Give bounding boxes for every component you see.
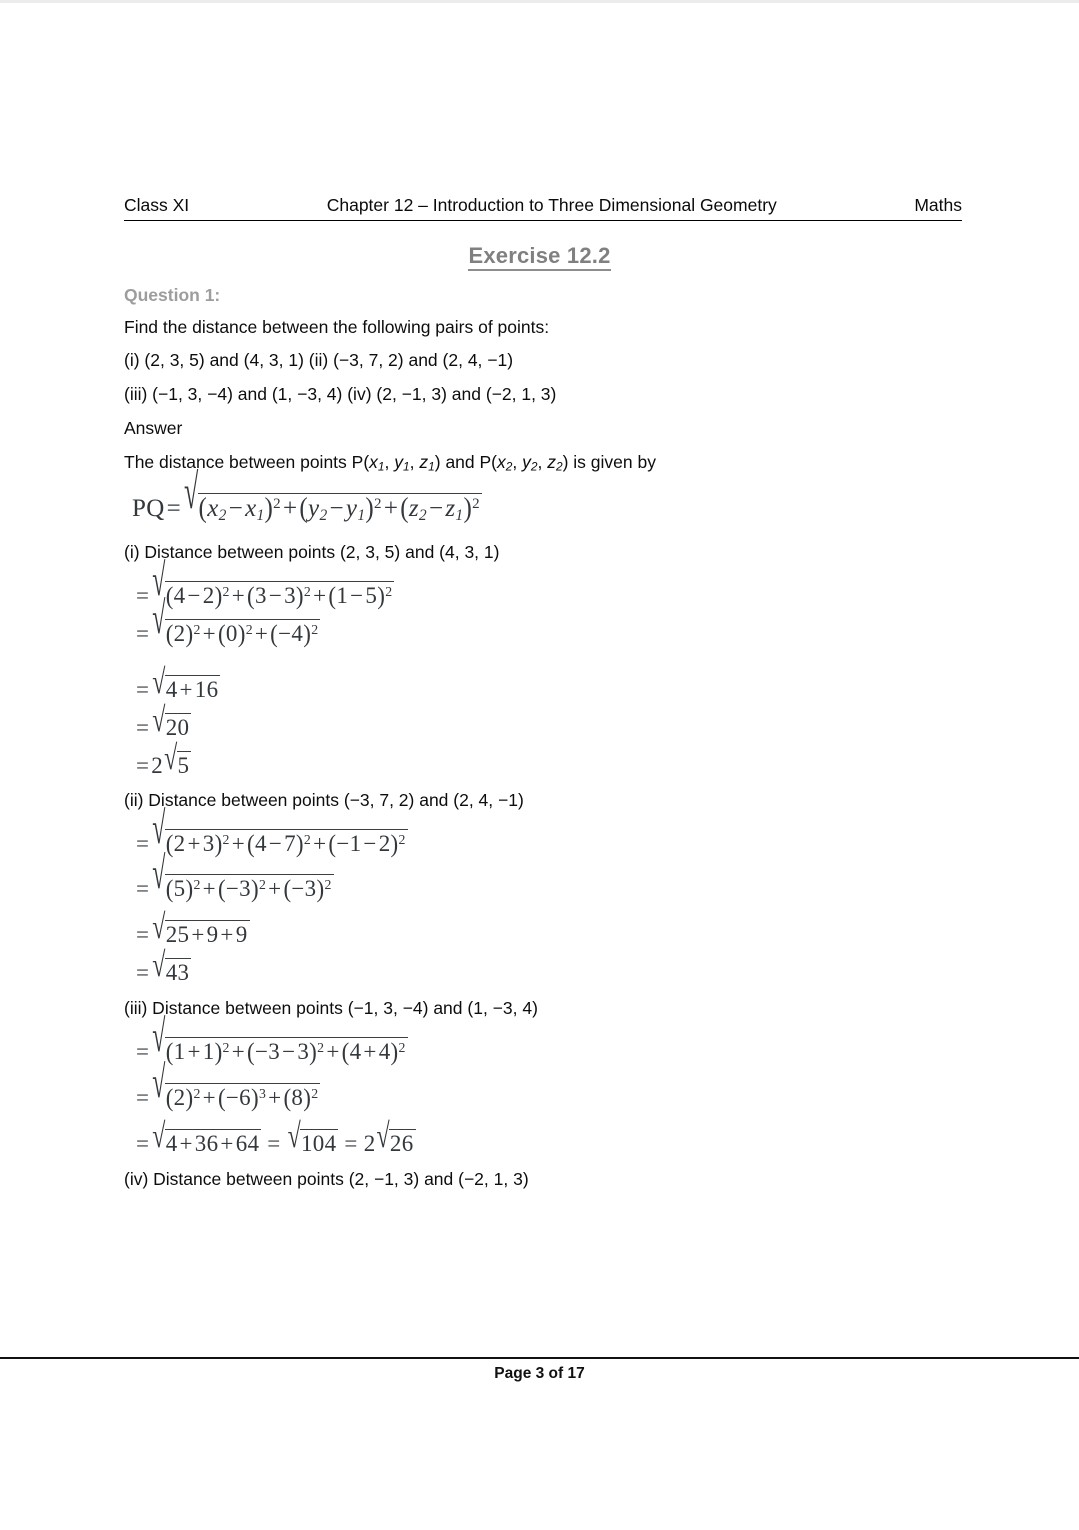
math-step-i-4: = √20 <box>136 702 190 740</box>
math-step-ii-2: = $√(5)^2+(-3)^2+(-3)^2$ <box>136 849 332 903</box>
formula-intro-pre: The distance between points P( <box>124 452 370 472</box>
exercise-title-text: Exercise 12.2 <box>468 243 610 271</box>
part-heading-ii: (ii) Distance between points (−3, 7, 2) and (2, 4, −1) <box>124 790 524 810</box>
math-step-iii-2: = $√(2)^2+(-6)^3+(8)^2$ <box>136 1058 319 1112</box>
running-header <box>124 195 962 221</box>
page-number: Page 3 of 17 <box>494 1365 585 1382</box>
answer-label: Answer <box>124 418 183 438</box>
math-step-i-2: = $√(2)^2+(0)^2+(-4)^2$ <box>136 594 319 648</box>
radical: √25+9+9 <box>152 909 248 947</box>
math-step-ii-3: = √25+9+9 <box>136 909 248 947</box>
radical: $√(2)^2+(-6)^3+(8)^2$ <box>152 1058 319 1112</box>
header-class: Class XI <box>124 195 190 215</box>
math-step-ii-4: = √43 <box>136 947 190 985</box>
part-heading-iv: (iv) Distance between points (2, −1, 3) and (−2, 1, 3) <box>124 1169 529 1189</box>
distance-formula: $PQ= √(x2-x1)^2+(y2-y1)^2+(z2-z1)^2$ <box>132 464 480 524</box>
exercise-title <box>0 243 1079 269</box>
var-x2: $x_2$ <box>497 452 513 474</box>
radical: √5 <box>164 740 190 778</box>
radical: $√(1+1)^2+(-3-3)^2+(4+4)^2$ <box>152 1012 406 1066</box>
math-step-i-3: = √4+16 <box>136 664 219 702</box>
formula-intro-post: ) is given by <box>562 452 656 472</box>
formula-intro-mid: ) and P( <box>434 452 497 472</box>
radical: √4+36+64 <box>152 1118 260 1156</box>
question-prompt: Find the distance between the following pairs of points: <box>124 317 550 337</box>
question-label: Question 1: <box>124 285 221 305</box>
formula-intro: The distance between points $P(x_1$, $y_1$, $z_1$) and $P(x_2$, $y_2$, $z_2$) is given by <box>124 452 656 474</box>
var-y2: $y_2$ <box>522 452 538 474</box>
math-step-iii-3: = √4+36+64 = √104 = 2√26 <box>136 1118 414 1156</box>
radical: √104 <box>287 1118 337 1156</box>
radical: $√(5)^2+(-3)^2+(-3)^2$ <box>152 849 332 903</box>
var-z1: $z_1$ <box>419 452 435 474</box>
question-pairs-line-2: (iii) (−1, 3, −4) and (1, −3, 4) (iv) (2, −1, 3) and (−2, 1, 3) <box>124 384 557 404</box>
part-heading-i: (i) Distance between points (2, 3, 5) and (4, 3, 1) <box>124 542 500 562</box>
radical: $√(2)^2+(0)^2+(-4)^2$ <box>152 594 319 648</box>
math-step-iii-1: = $√(1+1)^2+(-3-3)^2+(4+4)^2$ <box>136 1012 406 1066</box>
radical: √43 <box>152 947 190 985</box>
radical-sign: √ <box>183 464 199 520</box>
radical: $√(x2-x1)^2+(y2-y1)^2+(z2-z1)^2$ <box>183 464 480 524</box>
footer-divider <box>0 1357 1079 1359</box>
radical: √20 <box>152 702 190 740</box>
formula-lhs: PQ <box>132 495 165 522</box>
radical: √4+16 <box>152 664 219 702</box>
part-heading-iii: (iii) Distance between points (−1, 3, −4) and (1, −3, 4) <box>124 998 538 1018</box>
question-pairs-line-1: (i) (2, 3, 5) and (4, 3, 1) (ii) (−3, 7, 2) and (2, 4, −1) <box>124 350 514 370</box>
var-y1: $y_1$ <box>394 452 410 474</box>
math-step-i-5: =2√5 <box>136 740 190 778</box>
var-x1: $x_1$ <box>369 452 385 474</box>
radical: $√(2+3)^2+(4-7)^2+(-1-2)^2$ <box>152 804 406 858</box>
radical: $√(4-2)^2+(3-3)^2+(1-5)^2$ <box>152 556 393 610</box>
var-z2: $z_2$ <box>547 452 563 474</box>
math-step-i-1: = $√(4-2)^2+(3-3)^2+(1-5)^2$ <box>136 556 393 610</box>
radical: √26 <box>376 1118 414 1156</box>
header-subject: Maths <box>914 195 962 215</box>
header-chapter: Chapter 12 – Introduction to Three Dimensional Geometry <box>326 195 777 215</box>
math-step-ii-1: = $√(2+3)^2+(4-7)^2+(-1-2)^2$ <box>136 804 406 858</box>
